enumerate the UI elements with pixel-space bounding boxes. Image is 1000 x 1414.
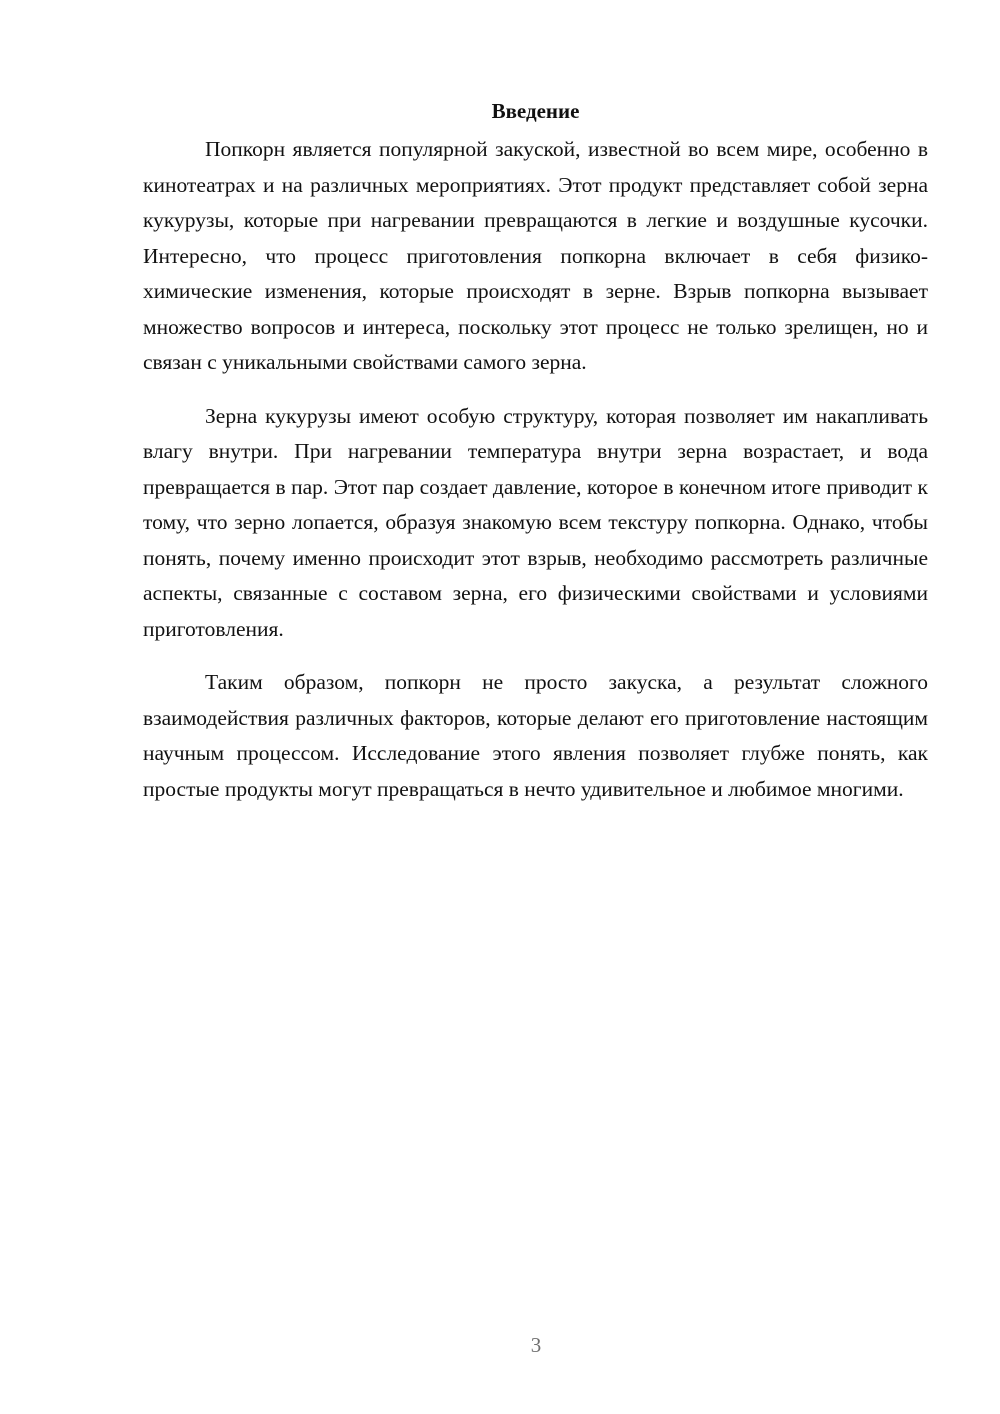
page-content [143,96,928,825]
page-number: 3 [530,1333,542,1357]
section-heading: Введение [491,99,580,123]
paragraph-2: Зерна кукурузы имеют особую структуру, которая позволяет им накапливать влагу внутри. При нагревании температура внутри зерна возрастает, и вода превращается в пар. Этот пар создает давление, которое в конечном итоге приводит к тому, что зерно лопается, образуя знакомую всем текстуру попкорна. Однако, чтобы понять, почему именно происходит этот взрыв, необходимо рассмотреть различные аспекты, связанные с составом зерна, его физическими свойствами и условиями приготовления. [143,403,928,641]
paragraph-3: Таким образом, попкорн не просто закуска, а результат сложного взаимодействия различных факторов, которые делают его приготовление настоящим научным процессом. Исследование этого явления позволяет глубже понять, как простые продукты могут превращаться в нечто удивительное и любимое многими. [143,670,928,801]
paragraph-1: Попкорн является популярной закуской, известной во всем мире, особенно в кинотеатрах и на различных мероприятиях. Этот продукт представляет собой зерна кукурузы, которые при нагревании превращаются в легкие и воздушные кусочки. Интересно, что процесс приготовления попкорна включает в себя физико-химические изменения, которые происходят в зерне. Взрыв попкорна вызывает множество вопросов и интереса, поскольку этот процесс не только зрелищен, но и связан с уникальными свойствами самого зерна. [143,137,928,374]
